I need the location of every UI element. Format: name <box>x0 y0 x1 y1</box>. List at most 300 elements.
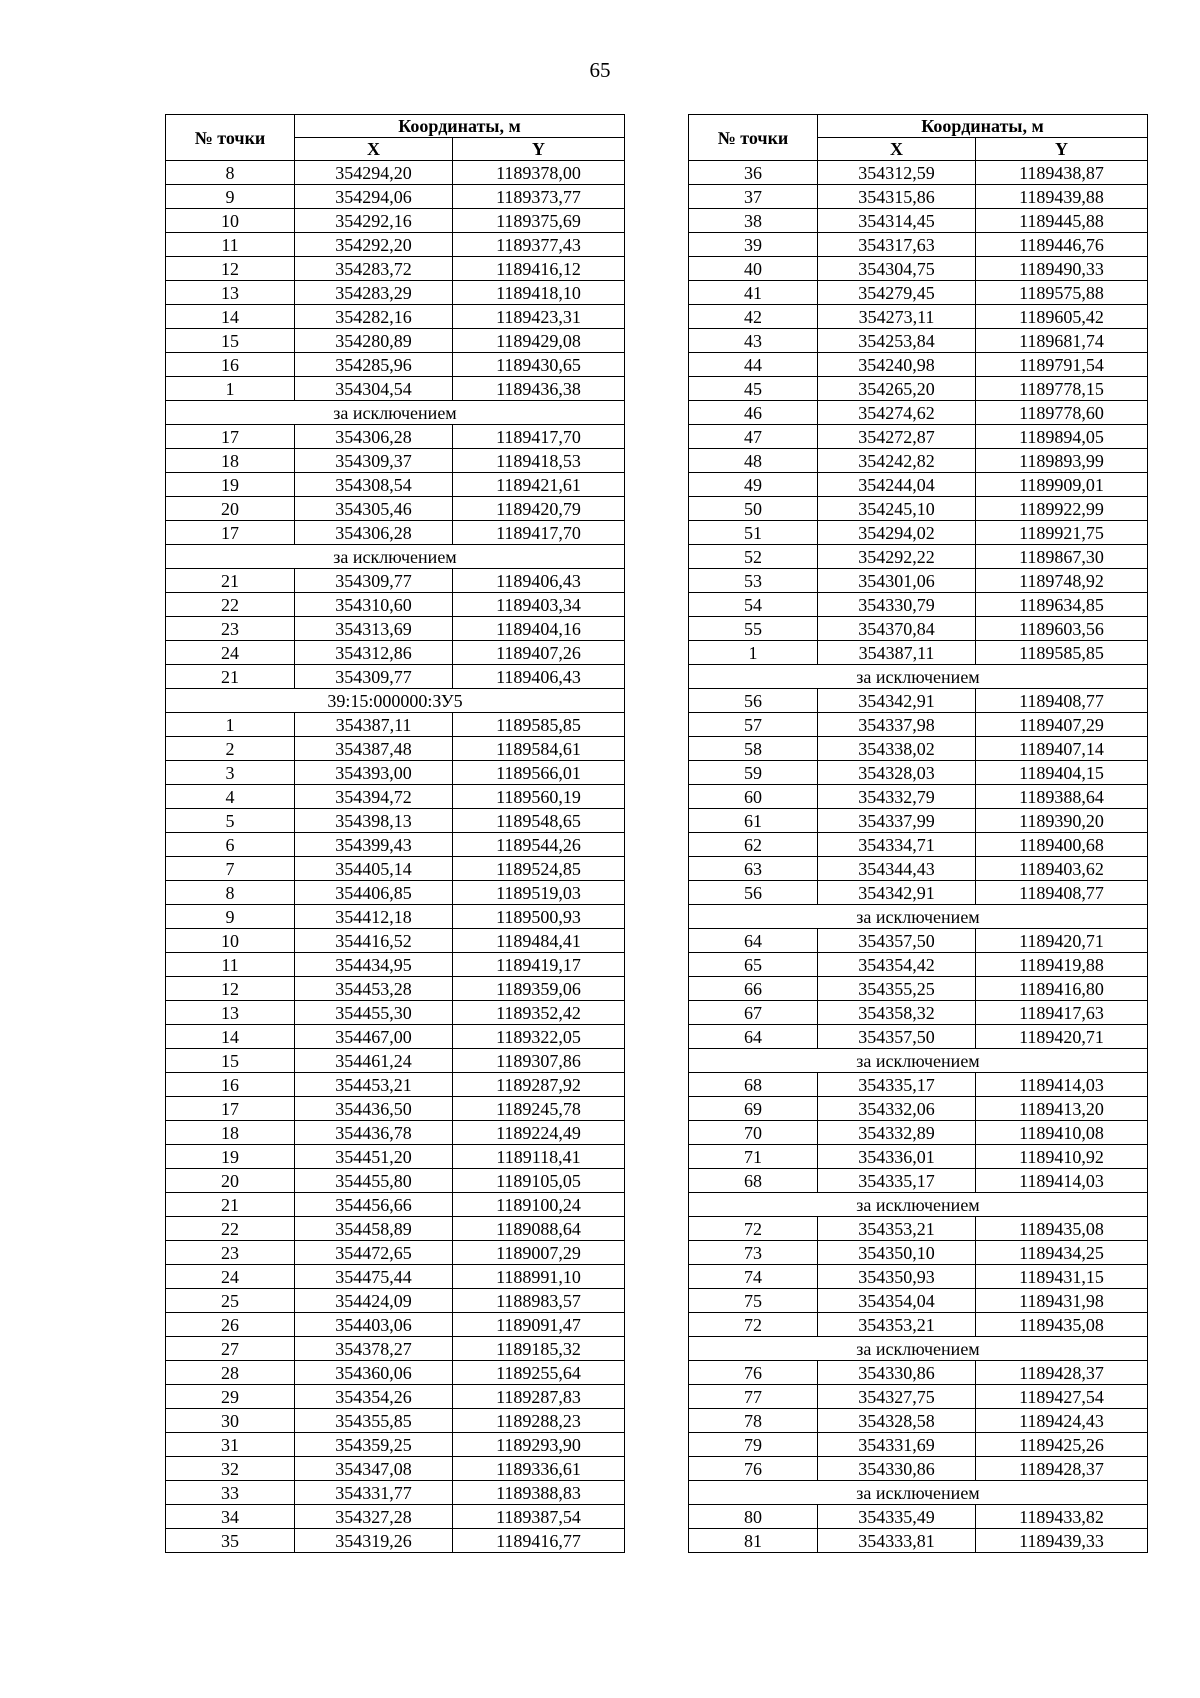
x-coordinate-cell: 354416,52 <box>295 929 453 953</box>
point-number-cell: 2 <box>166 737 295 761</box>
table-row <box>689 929 1148 953</box>
y-coordinate-cell: 1189909,01 <box>976 473 1148 497</box>
table-row <box>166 1313 625 1337</box>
x-coordinate-cell: 354360,06 <box>295 1361 453 1385</box>
point-number-cell: 48 <box>689 449 818 473</box>
x-coordinate-cell: 354273,11 <box>818 305 976 329</box>
y-coordinate-cell: 1189585,85 <box>453 713 625 737</box>
x-coordinate-cell: 354354,04 <box>818 1289 976 1313</box>
point-number-cell: 16 <box>166 1073 295 1097</box>
point-number-cell: 81 <box>689 1529 818 1553</box>
point-number-cell: 39 <box>689 233 818 257</box>
point-number-cell: 65 <box>689 953 818 977</box>
x-coordinate-cell: 354283,29 <box>295 281 453 305</box>
x-coordinate-cell: 354328,03 <box>818 761 976 785</box>
table-row <box>689 257 1148 281</box>
y-coordinate-cell: 1189322,05 <box>453 1025 625 1049</box>
x-coordinate-cell: 354335,17 <box>818 1169 976 1193</box>
y-coordinate-cell: 1189433,82 <box>976 1505 1148 1529</box>
x-coordinate-cell: 354455,30 <box>295 1001 453 1025</box>
x-coordinate-cell: 354370,84 <box>818 617 976 641</box>
table-row <box>166 809 625 833</box>
point-number-cell: 5 <box>166 809 295 833</box>
y-coordinate-cell: 1189544,26 <box>453 833 625 857</box>
y-coordinate-cell: 1189778,60 <box>976 401 1148 425</box>
point-number-cell: 22 <box>166 1217 295 1241</box>
x-coordinate-cell: 354313,69 <box>295 617 453 641</box>
point-number-cell: 4 <box>166 785 295 809</box>
point-number-cell: 19 <box>166 473 295 497</box>
x-coordinate-cell: 354436,50 <box>295 1097 453 1121</box>
x-coordinate-cell: 354424,09 <box>295 1289 453 1313</box>
x-coordinate-cell: 354282,16 <box>295 305 453 329</box>
y-coordinate-cell: 1189420,71 <box>976 1025 1148 1049</box>
table-row <box>689 1409 1148 1433</box>
section-label: за исключением <box>166 545 625 569</box>
point-number-cell: 40 <box>689 257 818 281</box>
point-number-cell: 60 <box>689 785 818 809</box>
section-label: за исключением <box>689 1049 1148 1073</box>
section-label: за исключением <box>689 1337 1148 1361</box>
x-coordinate-cell: 354294,06 <box>295 185 453 209</box>
point-number-cell: 37 <box>689 185 818 209</box>
y-coordinate-cell: 1189585,85 <box>976 641 1148 665</box>
y-coordinate-cell: 1189416,80 <box>976 977 1148 1001</box>
point-number-cell: 34 <box>166 1505 295 1529</box>
table-row <box>166 209 625 233</box>
y-coordinate-cell: 1189446,76 <box>976 233 1148 257</box>
y-coordinate-cell: 1189404,15 <box>976 761 1148 785</box>
x-coordinate-cell: 354350,10 <box>818 1241 976 1265</box>
x-coordinate-cell: 354333,81 <box>818 1529 976 1553</box>
y-coordinate-cell: 1189406,43 <box>453 569 625 593</box>
coordinates-header: Координаты, м <box>818 115 1148 138</box>
table-row <box>689 1145 1148 1169</box>
y-coordinate-cell: 1189410,08 <box>976 1121 1148 1145</box>
x-coordinate-cell: 354294,02 <box>818 521 976 545</box>
point-number-cell: 58 <box>689 737 818 761</box>
y-coordinate-cell: 1189288,23 <box>453 1409 625 1433</box>
y-coordinate-cell: 1189388,83 <box>453 1481 625 1505</box>
x-coordinate-cell: 354294,20 <box>295 161 453 185</box>
point-number-cell: 47 <box>689 425 818 449</box>
table-row <box>166 953 625 977</box>
point-number-cell: 78 <box>689 1409 818 1433</box>
y-coordinate-cell: 1189417,63 <box>976 1001 1148 1025</box>
y-coordinate-cell: 1189603,56 <box>976 617 1148 641</box>
table-row <box>166 1001 625 1025</box>
y-coordinate-cell: 1189490,33 <box>976 257 1148 281</box>
x-coordinate-cell: 354378,27 <box>295 1337 453 1361</box>
table-row <box>689 281 1148 305</box>
point-number-cell: 17 <box>166 1097 295 1121</box>
point-number-cell: 21 <box>166 569 295 593</box>
y-coordinate-cell: 1189435,08 <box>976 1217 1148 1241</box>
point-number-cell: 25 <box>166 1289 295 1313</box>
point-number-cell: 21 <box>166 1193 295 1217</box>
x-coordinate-cell: 354342,91 <box>818 881 976 905</box>
point-number-cell: 66 <box>689 977 818 1001</box>
point-number-cell: 67 <box>689 1001 818 1025</box>
point-number-cell: 72 <box>689 1313 818 1337</box>
table-row <box>166 1529 625 1553</box>
point-number-cell: 17 <box>166 425 295 449</box>
point-number-cell: 45 <box>689 377 818 401</box>
x-coordinate-cell: 354354,26 <box>295 1385 453 1409</box>
table-row <box>689 1121 1148 1145</box>
point-number-cell: 32 <box>166 1457 295 1481</box>
x-coordinate-cell: 354305,46 <box>295 497 453 521</box>
point-number-cell: 38 <box>689 209 818 233</box>
section-row <box>689 1337 1148 1361</box>
table-row <box>166 857 625 881</box>
y-coordinate-cell: 1189088,64 <box>453 1217 625 1241</box>
x-coordinate-cell: 354453,21 <box>295 1073 453 1097</box>
point-number-cell: 46 <box>689 401 818 425</box>
x-coordinate-cell: 354327,75 <box>818 1385 976 1409</box>
point-number-cell: 26 <box>166 1313 295 1337</box>
x-coordinate-cell: 354434,95 <box>295 953 453 977</box>
point-number-cell: 22 <box>166 593 295 617</box>
x-coordinate-cell: 354354,42 <box>818 953 976 977</box>
x-coordinate-cell: 354308,54 <box>295 473 453 497</box>
y-coordinate-cell: 1189500,93 <box>453 905 625 929</box>
table-row <box>166 377 625 401</box>
table-row <box>166 161 625 185</box>
y-coordinate-cell: 1189416,12 <box>453 257 625 281</box>
y-coordinate-cell: 1189575,88 <box>976 281 1148 305</box>
y-coordinate-cell: 1189419,88 <box>976 953 1148 977</box>
x-column-header: X <box>295 138 453 161</box>
table-row <box>166 1169 625 1193</box>
y-coordinate-cell: 1189224,49 <box>453 1121 625 1145</box>
table-row <box>166 1433 625 1457</box>
x-coordinate-cell: 354387,11 <box>818 641 976 665</box>
y-coordinate-cell: 1189748,92 <box>976 569 1148 593</box>
x-coordinate-cell: 354328,58 <box>818 1409 976 1433</box>
y-coordinate-cell: 1189410,92 <box>976 1145 1148 1169</box>
x-coordinate-cell: 354334,71 <box>818 833 976 857</box>
x-coordinate-cell: 354332,06 <box>818 1097 976 1121</box>
point-number-cell: 43 <box>689 329 818 353</box>
point-number-cell: 42 <box>689 305 818 329</box>
x-coordinate-cell: 354309,77 <box>295 569 453 593</box>
point-number-header: № точки <box>689 115 818 161</box>
y-coordinate-cell: 1189414,03 <box>976 1169 1148 1193</box>
x-coordinate-cell: 354358,32 <box>818 1001 976 1025</box>
x-coordinate-cell: 354285,96 <box>295 353 453 377</box>
y-coordinate-cell: 1189414,03 <box>976 1073 1148 1097</box>
table-row <box>689 209 1148 233</box>
x-coordinate-cell: 354467,00 <box>295 1025 453 1049</box>
y-coordinate-cell: 1189100,24 <box>453 1193 625 1217</box>
point-number-cell: 27 <box>166 1337 295 1361</box>
x-coordinate-cell: 354337,98 <box>818 713 976 737</box>
point-number-cell: 20 <box>166 1169 295 1193</box>
x-coordinate-cell: 354412,18 <box>295 905 453 929</box>
table-row <box>689 953 1148 977</box>
table-row <box>166 1121 625 1145</box>
point-number-cell: 51 <box>689 521 818 545</box>
table-row <box>689 1169 1148 1193</box>
y-coordinate-cell: 1189416,77 <box>453 1529 625 1553</box>
table-row <box>689 1001 1148 1025</box>
table-row <box>166 305 625 329</box>
y-coordinate-cell: 1189519,03 <box>453 881 625 905</box>
point-number-cell: 13 <box>166 281 295 305</box>
point-number-cell: 3 <box>166 761 295 785</box>
coordinates-table-left <box>165 114 625 1553</box>
x-coordinate-cell: 354332,79 <box>818 785 976 809</box>
point-number-cell: 14 <box>166 305 295 329</box>
y-coordinate-cell: 1189428,37 <box>976 1457 1148 1481</box>
point-number-cell: 24 <box>166 1265 295 1289</box>
x-column-header: X <box>818 138 976 161</box>
table-row <box>166 329 625 353</box>
y-coordinate-cell: 1189634,85 <box>976 593 1148 617</box>
point-number-cell: 72 <box>689 1217 818 1241</box>
x-coordinate-cell: 354304,54 <box>295 377 453 401</box>
y-coordinate-cell: 1189584,61 <box>453 737 625 761</box>
y-coordinate-cell: 1189418,10 <box>453 281 625 305</box>
y-coordinate-cell: 1189359,06 <box>453 977 625 1001</box>
point-number-cell: 75 <box>689 1289 818 1313</box>
point-number-cell: 11 <box>166 233 295 257</box>
x-coordinate-cell: 354245,10 <box>818 497 976 521</box>
y-coordinate-cell: 1189430,65 <box>453 353 625 377</box>
y-coordinate-cell: 1189375,69 <box>453 209 625 233</box>
y-coordinate-cell: 1189388,64 <box>976 785 1148 809</box>
table-row <box>689 857 1148 881</box>
table-row <box>689 1313 1148 1337</box>
table-row <box>166 761 625 785</box>
point-number-cell: 1 <box>166 713 295 737</box>
x-coordinate-cell: 354242,82 <box>818 449 976 473</box>
x-coordinate-cell: 354355,85 <box>295 1409 453 1433</box>
point-number-cell: 15 <box>166 329 295 353</box>
table-row <box>689 809 1148 833</box>
table-row <box>166 473 625 497</box>
point-number-cell: 64 <box>689 1025 818 1049</box>
point-number-cell: 21 <box>166 665 295 689</box>
y-coordinate-cell: 1189424,43 <box>976 1409 1148 1433</box>
x-coordinate-cell: 354283,72 <box>295 257 453 281</box>
table-row <box>166 1193 625 1217</box>
x-coordinate-cell: 354359,25 <box>295 1433 453 1457</box>
y-coordinate-cell: 1189293,90 <box>453 1433 625 1457</box>
y-coordinate-cell: 1189352,42 <box>453 1001 625 1025</box>
x-coordinate-cell: 354279,45 <box>818 281 976 305</box>
point-number-header: № точки <box>166 115 295 161</box>
section-row <box>166 545 625 569</box>
table-row <box>689 305 1148 329</box>
point-number-cell: 55 <box>689 617 818 641</box>
table-row <box>689 1361 1148 1385</box>
page-number: 65 <box>589 58 611 82</box>
point-number-cell: 12 <box>166 977 295 1001</box>
y-coordinate-cell: 1189922,99 <box>976 497 1148 521</box>
point-number-cell: 12 <box>166 257 295 281</box>
table-row <box>689 737 1148 761</box>
x-coordinate-cell: 354458,89 <box>295 1217 453 1241</box>
x-coordinate-cell: 354472,65 <box>295 1241 453 1265</box>
table-row <box>166 569 625 593</box>
y-coordinate-cell: 1189791,54 <box>976 353 1148 377</box>
y-coordinate-cell: 1189548,65 <box>453 809 625 833</box>
table-row <box>689 977 1148 1001</box>
y-coordinate-cell: 1189378,00 <box>453 161 625 185</box>
y-coordinate-cell: 1189418,53 <box>453 449 625 473</box>
table-row <box>166 497 625 521</box>
point-number-cell: 33 <box>166 1481 295 1505</box>
point-number-cell: 74 <box>689 1265 818 1289</box>
table-row <box>166 1265 625 1289</box>
table-row <box>166 1385 625 1409</box>
x-coordinate-cell: 354455,80 <box>295 1169 453 1193</box>
table-row <box>689 161 1148 185</box>
y-coordinate-cell: 1189524,85 <box>453 857 625 881</box>
section-row <box>689 905 1148 929</box>
point-number-cell: 23 <box>166 1241 295 1265</box>
x-coordinate-cell: 354338,02 <box>818 737 976 761</box>
point-number-cell: 41 <box>689 281 818 305</box>
x-coordinate-cell: 354304,75 <box>818 257 976 281</box>
x-coordinate-cell: 354350,93 <box>818 1265 976 1289</box>
x-coordinate-cell: 354436,78 <box>295 1121 453 1145</box>
point-number-cell: 53 <box>689 569 818 593</box>
point-number-cell: 63 <box>689 857 818 881</box>
x-coordinate-cell: 354309,37 <box>295 449 453 473</box>
section-label: за исключением <box>689 905 1148 929</box>
table-row <box>689 233 1148 257</box>
y-coordinate-cell: 1189287,92 <box>453 1073 625 1097</box>
table-row <box>166 185 625 209</box>
x-coordinate-cell: 354309,77 <box>295 665 453 689</box>
point-number-cell: 9 <box>166 185 295 209</box>
table-row <box>689 425 1148 449</box>
point-number-cell: 50 <box>689 497 818 521</box>
y-coordinate-cell: 1189007,29 <box>453 1241 625 1265</box>
point-number-cell: 8 <box>166 881 295 905</box>
y-coordinate-cell: 1189429,08 <box>453 329 625 353</box>
x-coordinate-cell: 354312,86 <box>295 641 453 665</box>
y-column-header: Y <box>976 138 1148 161</box>
table-row <box>166 1025 625 1049</box>
point-number-cell: 10 <box>166 929 295 953</box>
section-label: 39:15:000000:ЗУ5 <box>166 689 625 713</box>
y-coordinate-cell: 1188983,57 <box>453 1289 625 1313</box>
table-row <box>166 713 625 737</box>
table-row <box>166 233 625 257</box>
x-coordinate-cell: 354331,69 <box>818 1433 976 1457</box>
table-row <box>689 785 1148 809</box>
x-coordinate-cell: 354315,86 <box>818 185 976 209</box>
y-coordinate-cell: 1189778,15 <box>976 377 1148 401</box>
x-coordinate-cell: 354347,08 <box>295 1457 453 1481</box>
table-row <box>689 1265 1148 1289</box>
section-label: за исключением <box>689 1481 1148 1505</box>
table-row <box>166 977 625 1001</box>
point-number-cell: 24 <box>166 641 295 665</box>
table-row <box>166 1337 625 1361</box>
x-coordinate-cell: 354337,99 <box>818 809 976 833</box>
point-number-cell: 68 <box>689 1169 818 1193</box>
x-coordinate-cell: 354355,25 <box>818 977 976 1001</box>
table-row <box>689 473 1148 497</box>
point-number-cell: 44 <box>689 353 818 377</box>
table-row <box>166 425 625 449</box>
table-row <box>689 617 1148 641</box>
table-row <box>689 593 1148 617</box>
x-coordinate-cell: 354280,89 <box>295 329 453 353</box>
table-row <box>689 1097 1148 1121</box>
x-coordinate-cell: 354336,01 <box>818 1145 976 1169</box>
x-coordinate-cell: 354456,66 <box>295 1193 453 1217</box>
x-coordinate-cell: 354306,28 <box>295 425 453 449</box>
y-coordinate-cell: 1189387,54 <box>453 1505 625 1529</box>
point-number-cell: 15 <box>166 1049 295 1073</box>
table-row <box>689 1505 1148 1529</box>
table-row <box>689 1025 1148 1049</box>
point-number-cell: 36 <box>689 161 818 185</box>
point-number-cell: 79 <box>689 1433 818 1457</box>
point-number-cell: 80 <box>689 1505 818 1529</box>
x-coordinate-cell: 354387,11 <box>295 713 453 737</box>
point-number-cell: 52 <box>689 545 818 569</box>
y-coordinate-cell: 1189438,87 <box>976 161 1148 185</box>
point-number-cell: 16 <box>166 353 295 377</box>
table-row <box>689 1433 1148 1457</box>
table-row <box>689 329 1148 353</box>
table-row <box>689 713 1148 737</box>
x-coordinate-cell: 354398,13 <box>295 809 453 833</box>
table-row <box>689 761 1148 785</box>
y-coordinate-cell: 1189336,61 <box>453 1457 625 1481</box>
point-number-cell: 18 <box>166 1121 295 1145</box>
y-coordinate-cell: 1189921,75 <box>976 521 1148 545</box>
x-coordinate-cell: 354314,45 <box>818 209 976 233</box>
table-row <box>166 929 625 953</box>
point-number-cell: 10 <box>166 209 295 233</box>
point-number-cell: 68 <box>689 1073 818 1097</box>
point-number-cell: 64 <box>689 929 818 953</box>
y-coordinate-cell: 1189434,25 <box>976 1241 1148 1265</box>
y-coordinate-cell: 1189894,05 <box>976 425 1148 449</box>
x-coordinate-cell: 354312,59 <box>818 161 976 185</box>
table-row <box>166 905 625 929</box>
point-number-cell: 76 <box>689 1457 818 1481</box>
x-coordinate-cell: 354310,60 <box>295 593 453 617</box>
x-coordinate-cell: 354330,79 <box>818 593 976 617</box>
x-coordinate-cell: 354301,06 <box>818 569 976 593</box>
table-row <box>166 1505 625 1529</box>
x-coordinate-cell: 354240,98 <box>818 353 976 377</box>
section-label: за исключением <box>689 665 1148 689</box>
table-row <box>166 1241 625 1265</box>
table-row <box>166 833 625 857</box>
point-number-cell: 19 <box>166 1145 295 1169</box>
point-number-cell: 13 <box>166 1001 295 1025</box>
x-coordinate-cell: 354317,63 <box>818 233 976 257</box>
x-coordinate-cell: 354253,84 <box>818 329 976 353</box>
y-coordinate-cell: 1189413,20 <box>976 1097 1148 1121</box>
point-number-cell: 1 <box>689 641 818 665</box>
table-row <box>689 569 1148 593</box>
x-coordinate-cell: 354344,43 <box>818 857 976 881</box>
y-coordinate-cell: 1189408,77 <box>976 881 1148 905</box>
point-number-cell: 76 <box>689 1361 818 1385</box>
point-number-cell: 11 <box>166 953 295 977</box>
